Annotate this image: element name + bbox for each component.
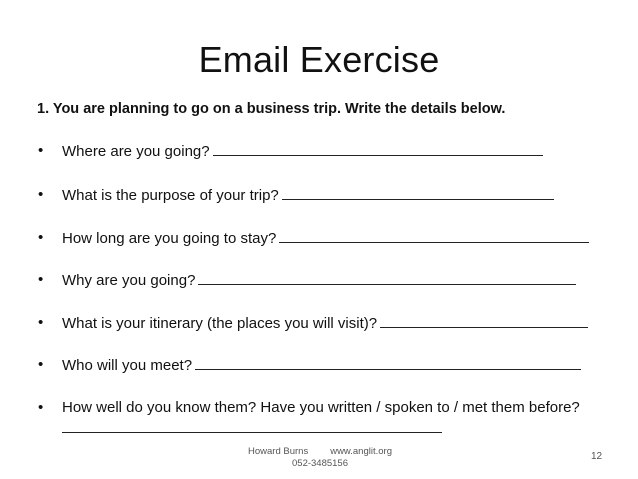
question-text-container (62, 398, 602, 433)
bullet-icon: • (38, 229, 44, 246)
question-text-container (62, 141, 622, 162)
bullet-icon: • (38, 186, 44, 203)
question-text-container (62, 355, 622, 376)
question-text-container (62, 185, 622, 206)
question-text-container (62, 228, 622, 249)
slide-title: Email Exercise (198, 39, 440, 80)
answer-blank-line (62, 420, 442, 433)
question-text: How long are you going to stay? (62, 230, 277, 247)
question-text: What is your itinerary (the places you will visit)? (62, 315, 378, 332)
answer-blank-line (195, 355, 581, 370)
bullet-icon: • (38, 399, 44, 416)
answer-blank-line (213, 141, 543, 156)
footer-phone: 052-3485156 (292, 458, 348, 469)
bullet-icon: • (38, 356, 44, 373)
question-text: Where are you going? (62, 143, 210, 160)
footer-website: www.anglit.org (330, 446, 392, 457)
question-text-container (62, 313, 622, 334)
page-number: 12 (591, 451, 603, 462)
answer-blank-line (282, 185, 554, 200)
question-text: Why are you going? (62, 272, 196, 289)
question-text: How well do you know them? Have you written / spoken to / met them before? (62, 399, 580, 416)
bullet-icon: • (38, 314, 44, 331)
question-text: Who will you meet? (62, 357, 193, 374)
bullet-icon: • (38, 271, 44, 288)
answer-blank-line (198, 270, 576, 285)
slide-footer (242, 446, 398, 470)
footer-author: Howard Burns (248, 446, 309, 457)
answer-blank-line (380, 313, 588, 328)
instruction-text: 1. You are planning to go on a business trip. Write the details below. (37, 101, 506, 117)
answer-blank-line (279, 228, 589, 243)
question-text: What is the purpose of your trip? (62, 187, 279, 204)
bullet-icon: • (38, 142, 44, 159)
footer-row (242, 446, 398, 458)
question-text-container (62, 270, 622, 291)
